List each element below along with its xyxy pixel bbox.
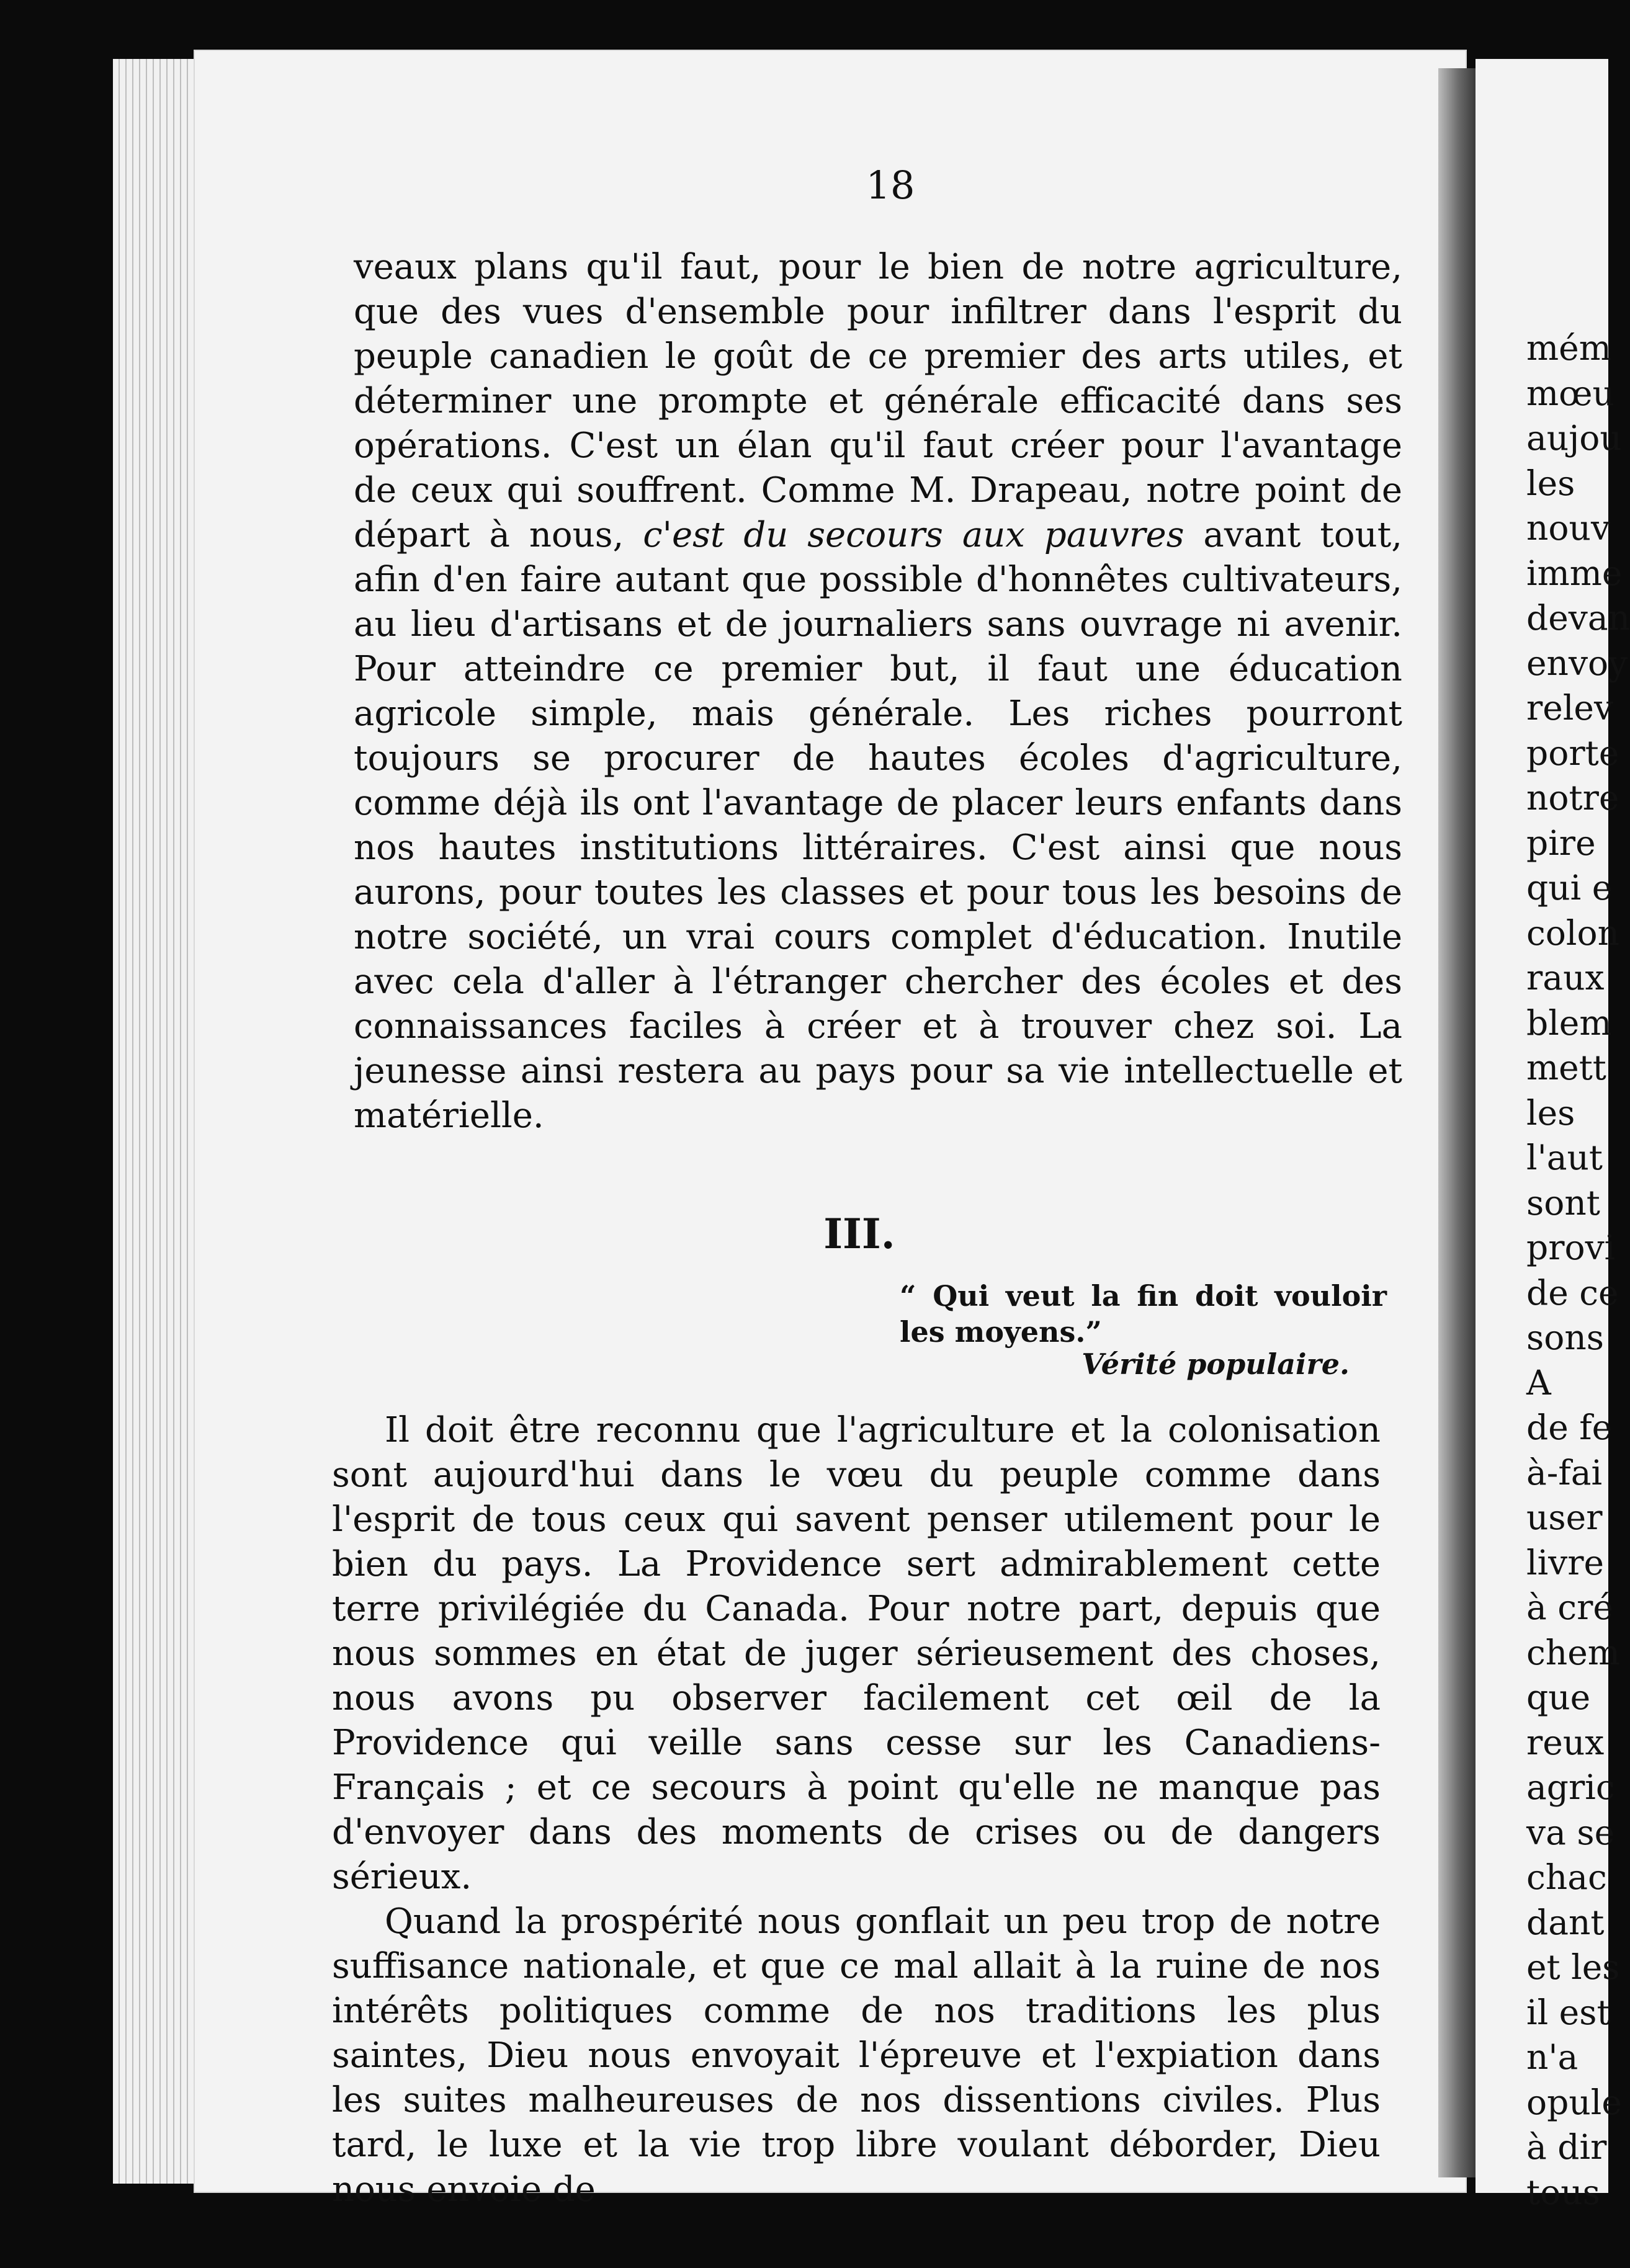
paragraph-1	[354, 245, 1402, 1138]
right-page-line: mém	[1526, 328, 1611, 368]
right-page-line: imme	[1526, 553, 1623, 593]
paragraph-1-end: avant tout, afin d'en faire autant que possible d'honnêtes cultivateurs, au lieu d'artisans et de journaliers sans ouvrage ni avenir. Pour atteindre ce premier but, il faut une éducation agricole simple, mais générale. Les riches pourront toujours se procurer de hautes écoles d'agriculture, comme déjà ils ont l'avantage de placer leurs enfants dans nos hautes institutions littéraires. C'est ainsi que nous aurons, pour toutes les classes et pour tous les besoins de notre société, un vrai cours complet d'éducation. Inutile avec cela d'aller à l'étranger chercher des écoles et des connaissances faciles à créer et à trouver chez soi. La jeunesse ainsi restera au pays pour sa vie intellectuelle et matérielle.	[354, 515, 1402, 1136]
right-page-line: et les	[1526, 1947, 1620, 1987]
paragraph-1-italic: c'est du secours aux pauvres	[643, 515, 1184, 555]
right-page-line: dant	[1526, 1902, 1605, 1942]
right-page-line: qui e	[1526, 868, 1613, 908]
page-number: 18	[866, 163, 915, 208]
right-page-line: à-fai	[1526, 1452, 1603, 1493]
right-page-line: relev	[1526, 688, 1614, 728]
right-page-line: opule	[1526, 2082, 1622, 2122]
book-gutter	[1438, 68, 1476, 2177]
paragraph-2: Il doit être reconnu que l'agriculture et la colonisation sont aujourd'hui dans le vœu du peuple comme dans l'esprit de tous ceux qui savent penser utilement pour le bien du pays. La Providence sert admirablement cette terre privilégiée du Canada. Pour notre part, depuis que nous sommes en état de juger sérieusement des choses, nous avons pu observer facilement cet œil de la Providence qui veille sans cesse sur les Canadiens-Français ; et ce secours à point qu'elle ne manque pas d'envoyer dans des moments de crises ou de dangers sérieux.	[332, 1410, 1381, 1897]
epigraph-line-1: “ Qui veut la fin doit vouloir	[900, 1279, 1387, 1313]
right-page-line: livre	[1526, 1542, 1605, 1583]
right-page-line: l'aut	[1526, 1138, 1603, 1177]
right-page-line: envoy	[1526, 643, 1628, 683]
body-text-bottom	[332, 1408, 1381, 2212]
right-page-line: que	[1526, 1677, 1591, 1717]
right-page-line: il est	[1526, 1992, 1611, 2032]
right-page-line: reux	[1526, 1722, 1605, 1762]
right-page-line: sons	[1526, 1318, 1604, 1357]
right-page-line: chem	[1526, 1632, 1620, 1672]
right-page-line: les	[1526, 463, 1575, 503]
right-page-line: provi	[1526, 1228, 1616, 1267]
right-page-line: à cré	[1526, 1587, 1613, 1627]
epigraph-line-2: les moyens.”	[900, 1315, 1102, 1349]
page-stack-edges	[113, 59, 206, 2184]
right-page-fragment	[1476, 59, 1630, 2212]
right-page-line: mœu	[1526, 373, 1614, 413]
right-page-line: va se	[1526, 1812, 1615, 1852]
right-page-line: les	[1526, 1092, 1575, 1133]
right-page-line: agric	[1526, 1767, 1615, 1807]
right-page-text	[1526, 326, 1630, 2215]
right-page-line: colon	[1526, 913, 1620, 953]
right-page-line: sont	[1526, 1182, 1600, 1223]
body-text-top	[354, 245, 1402, 1138]
right-page-line: de ce	[1526, 1272, 1619, 1313]
right-page-line: à dir	[1526, 2127, 1607, 2167]
section-heading: III.	[823, 1210, 895, 1258]
right-page-line: tous	[1526, 2172, 1600, 2212]
right-page-line: de fe	[1526, 1408, 1613, 1447]
paragraph-3: Quand la prospérité nous gonflait un peu trop de notre suffisance nationale, et que ce mal allait à la ruine de nos intérêts politiques comme de nos traditions les plus saintes, Dieu nous envoyait l'épreuve et l'expiation dans les suites malheureuses de nos dissentions civiles. Plus tard, le luxe et la vie trop libre voulant déborder, Dieu nous envoie de	[332, 1901, 1381, 2210]
right-page-line: chac	[1526, 1857, 1607, 1897]
right-page-line: mett	[1526, 1048, 1606, 1087]
epigraph	[900, 1278, 1387, 1350]
right-page-line: notre	[1526, 778, 1619, 818]
right-page-line: pire	[1526, 823, 1596, 863]
right-page-line: blem	[1526, 1002, 1612, 1043]
right-page-line: aujou	[1526, 418, 1622, 458]
right-page-line: devan	[1526, 598, 1630, 638]
right-page-line: n'a	[1526, 2037, 1579, 2077]
right-page-line: raux	[1526, 958, 1605, 998]
right-page-line: A	[1526, 1362, 1551, 1403]
epigraph-attribution: Vérité populaire.	[1081, 1347, 1350, 1381]
right-page-line: user	[1526, 1498, 1603, 1537]
right-page-line: porte	[1526, 733, 1619, 773]
paragraph-1-start: veaux plans qu'il faut, pour le bien de notre agriculture, que des vues d'ensemble pour infiltrer dans l'esprit du peuple canadien le goût de ce premier des arts utiles, et déterminer une prompte et générale efficacité dans ses opérations. C'est un élan qu'il faut créer pour l'avantage de ceux qui souffrent. Comme M. Drapeau, notre point de départ à nous,	[354, 247, 1402, 555]
right-page-line: nouv	[1526, 508, 1611, 548]
